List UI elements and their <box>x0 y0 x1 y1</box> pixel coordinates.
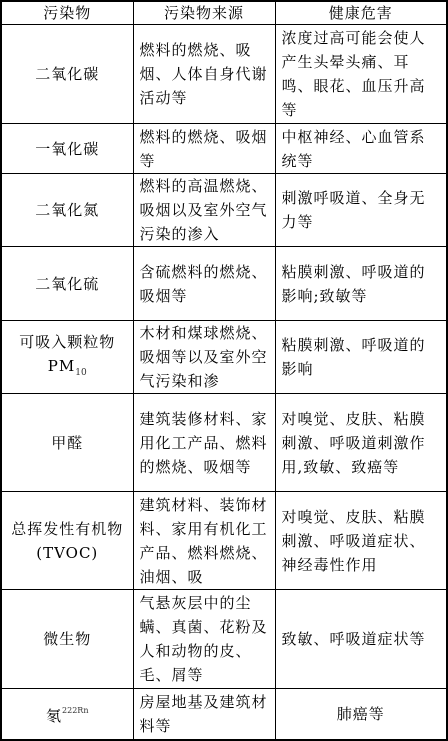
pollutant-name-superscript: 222Rn <box>62 706 89 716</box>
health-effect: 粘膜刺激、呼吸道的影响 <box>275 321 447 394</box>
pollutant-source: 燃料的燃烧、吸烟、人体自身代谢活动等 <box>133 25 275 124</box>
pollutant-source: 建筑材料、装饰材料、家用有机化工产品、燃料燃烧、油烟、吸 <box>133 492 275 590</box>
health-effect: 浓度过高可能会使人产生头晕头痛、耳鸣、眼花、血压升高等 <box>275 25 447 124</box>
table-row <box>1 124 447 174</box>
pollutant-name-subscript: 10 <box>75 367 87 378</box>
pollutant-name-cell <box>1 689 133 740</box>
pollutant-name: 二氧化氮 <box>1 174 133 247</box>
pollutant-source: 燃料的燃烧、吸烟等 <box>133 124 275 174</box>
pollutant-name-pm: PM <box>47 356 76 375</box>
table-row <box>1 247 447 321</box>
pollutant-source: 含硫燃料的燃烧、吸烟等 <box>133 247 275 321</box>
pollutant-source: 房屋地基及建筑材料等 <box>133 689 275 740</box>
header-pollutant: 污染物 <box>1 1 133 25</box>
table-row <box>1 689 447 740</box>
table-row <box>1 590 447 689</box>
header-health: 健康危害 <box>275 1 447 25</box>
pollutant-name: 可吸入颗粒物 <box>19 332 116 351</box>
health-effect: 对嗅觉、皮肤、粘膜刺激、呼吸道症状、神经毒性作用 <box>275 492 447 590</box>
pollutant-source: 木材和煤球燃烧、吸烟等以及室外空气污染和渗 <box>133 321 275 394</box>
health-effect: 中枢神经、心血管系统等 <box>275 124 447 174</box>
pollutant-name: 二氧化碳 <box>1 25 133 124</box>
health-effect: 粘膜刺激、呼吸道的影响;致敏等 <box>275 247 447 321</box>
table-row <box>1 394 447 492</box>
pollutant-name-cell <box>1 492 133 590</box>
health-effect: 肺癌等 <box>275 689 447 740</box>
pollutant-name-abbr: (TVOC) <box>36 543 99 562</box>
pollutant-name: 二氧化硫 <box>1 247 133 321</box>
header-source: 污染物来源 <box>133 1 275 25</box>
pollutant-name: 一氧化碳 <box>1 124 133 174</box>
table-row <box>1 492 447 590</box>
pollutant-source: 建筑装修材料、家用化工产品、燃料的燃烧、吸烟等 <box>133 394 275 492</box>
pollutant-name: 总挥发性有机物 <box>11 519 124 538</box>
table-row <box>1 174 447 247</box>
health-effect: 刺激呼吸道、全身无力等 <box>275 174 447 247</box>
table-row <box>1 25 447 124</box>
table-header-row <box>1 1 447 25</box>
pollutant-name-cell <box>1 321 133 394</box>
pollutant-name: 微生物 <box>1 590 133 689</box>
health-effect: 对嗅觉、皮肤、粘膜刺激、呼吸道刺激作用,致敏、致癌等 <box>275 394 447 492</box>
pollutant-source: 燃料的高温燃烧、吸烟以及室外空气污染的渗入 <box>133 174 275 247</box>
health-effect: 致敏、呼吸道症状等 <box>275 590 447 689</box>
pollutant-source: 气悬灰层中的尘螨、真菌、花粉及人和动物的皮、毛、屑等 <box>133 590 275 689</box>
pollutant-name: 甲醛 <box>1 394 133 492</box>
table-row <box>1 321 447 394</box>
pollutant-name: 氡 <box>46 707 63 726</box>
